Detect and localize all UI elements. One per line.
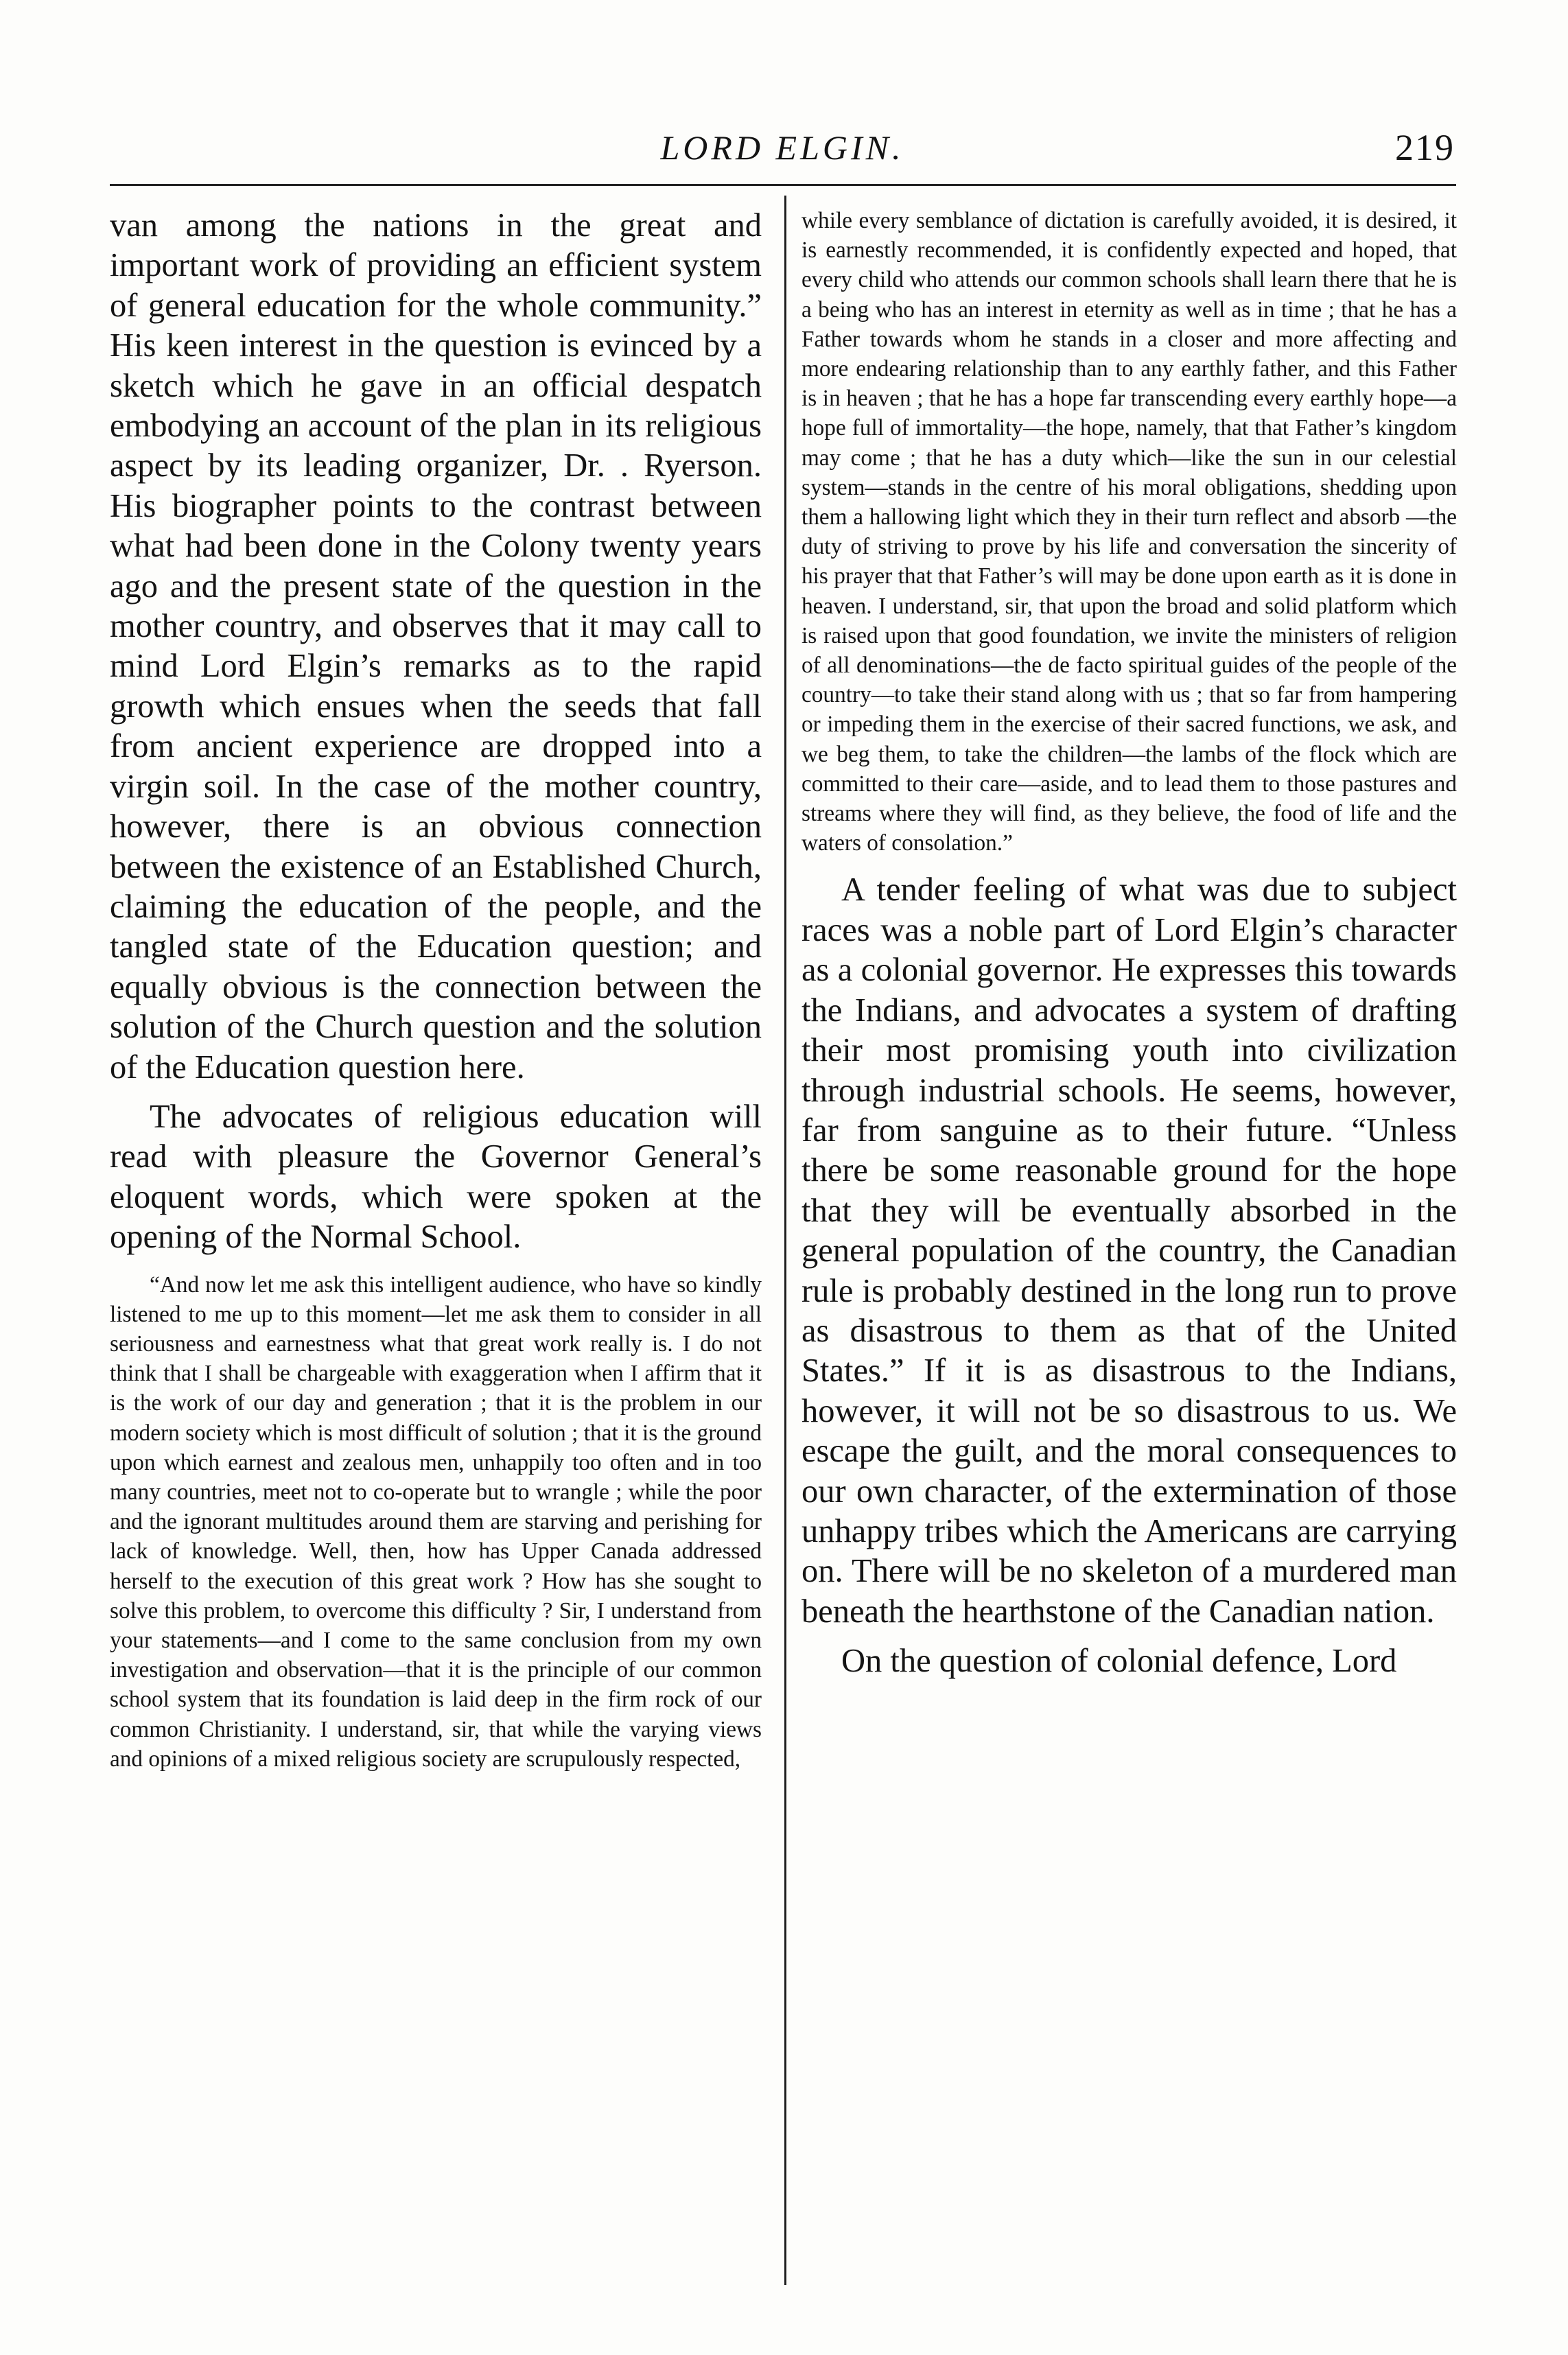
body-paragraph: van among the nations in the great and important work of providing an efficient system of general education for the whole community.” His keen interest in the question is evinced by a sketch which he gave in an official despatch embodying an account of the plan in its religious aspect by its leading organizer, Dr. . Ryerson. His biographer points to the contrast between what had been done in the Colony twenty years ago and the present state of the question in the mother country, and observes that it may call to mind Lord Elgin’s remarks as to the rapid growth which ensues when the seeds that fall from ancient experience are dropped into a virgin soil. In the case of the mother country, however, there is an obvious connection between the existence of an Established Church, claiming the education of the people, and the tangled state of the Education question; and equally obvious is the connection between the solution of the Church question and the solution of the Education question here. [110, 207, 762, 1086]
body-paragraph: On the question of colonial defence, Lord [841, 1643, 1397, 1680]
header-rule [110, 184, 1456, 186]
body-paragraph: A tender feeling of what was due to subject races was a noble part of Lord Elgin’s character as a colonial governor. He expresses this towards the Indians, and advocates a system of drafting their most promising youth into civilization through industrial schools. He seems, however, far from sanguine as to their future. “Unless there be some reasonable ground for the hope that they will be eventually absorbed in the general population of the country, the Canadian rule is probably destined in the long run to prove as disastrous to them as that of the United States.” If it is as disastrous to the Indians, however, it will not be so disastrous to us. We escape the guilt, and the moral consequences to our own character, of the extermination of those unhappy tribes which the Americans are carrying on. There will be no skeleton of a murdered man beneath the hearthstone of the Canadian nation. [801, 871, 1457, 1630]
page-header [110, 124, 1455, 172]
column-divider [784, 196, 786, 2285]
right-column [801, 206, 1457, 1682]
block-quote: “And now let me ask this intelligent audience, who have so kindly listened to me up to this moment—let me ask them to consider in all seriousness and earnestness what that great work really is. I do not think that I shall be chargeable with exaggeration when I affirm that it is the work of our day and generation ; that it is the problem in our modern society which is most difficult of solution ; that it is the ground upon which earnest and zealous men, unhappily too often and in too many countries, meet not to co-operate but to wrangle ; while the poor and the ignorant multitudes around them are starving and perishing for lack of knowledge. Well, then, how has Upper Canada addressed herself to the execution of this great work ? How has she sought to solve this problem, to overcome this difficulty ? Sir, I understand from your statements—and I come to the same conclusion from my own investigation and observation—that it is the principle of our common school system that its foundation is laid deep in the firm rock of our common Christianity. I understand, sir, that while the varying views and opinions of a mixed religious society are scrupulously respected, [110, 1272, 762, 1772]
left-column [110, 206, 762, 1774]
block-quote: while every semblance of dictation is carefully avoided, it is desired, it is earnestly recommended, it is confidently expected and hoped, that every child who attends our common schools shall learn there that he is a being who has an interest in eternity as well as in time ; that he has a Father towards whom he stands in a closer and more affecting and more endearing relationship than to any earthly father, and this Father is in heaven ; that he has a hope far transcending every earthly hope—a hope full of immortality—the hope, namely, that that Father’s kingdom may come ; that he has a duty which—like the sun in our celestial system—stands in the centre of his moral obligations, shedding upon them a hallowing light which they in their turn reflect and absorb —the duty of striving to prove by his life and conversation the sincerity of his prayer that that Father’s will may be done upon earth as it is done in heaven. I understand, sir, that upon the broad and solid platform which is raised upon that good foundation, we invite the ministers of religion of all denominations—the de facto spiritual guides of the people of the country—to take their stand along with us ; that so far from hampering or impeding them in the exercise of their sacred functions, we ask, and we beg them, to take the children—the lambs of the flock which are committed to their care—aside, and to lead them to those pastures and streams where they will find, as they believe, the food of life and the waters of consolation.” [801, 208, 1457, 856]
page-number: 219 [1395, 127, 1455, 168]
running-title: LORD ELGIN. [660, 128, 904, 167]
body-paragraph: The advocates of religious education will read with pleasure the Governor General’s eloquent words, which were spoken at the opening of the Normal School. [110, 1098, 762, 1256]
